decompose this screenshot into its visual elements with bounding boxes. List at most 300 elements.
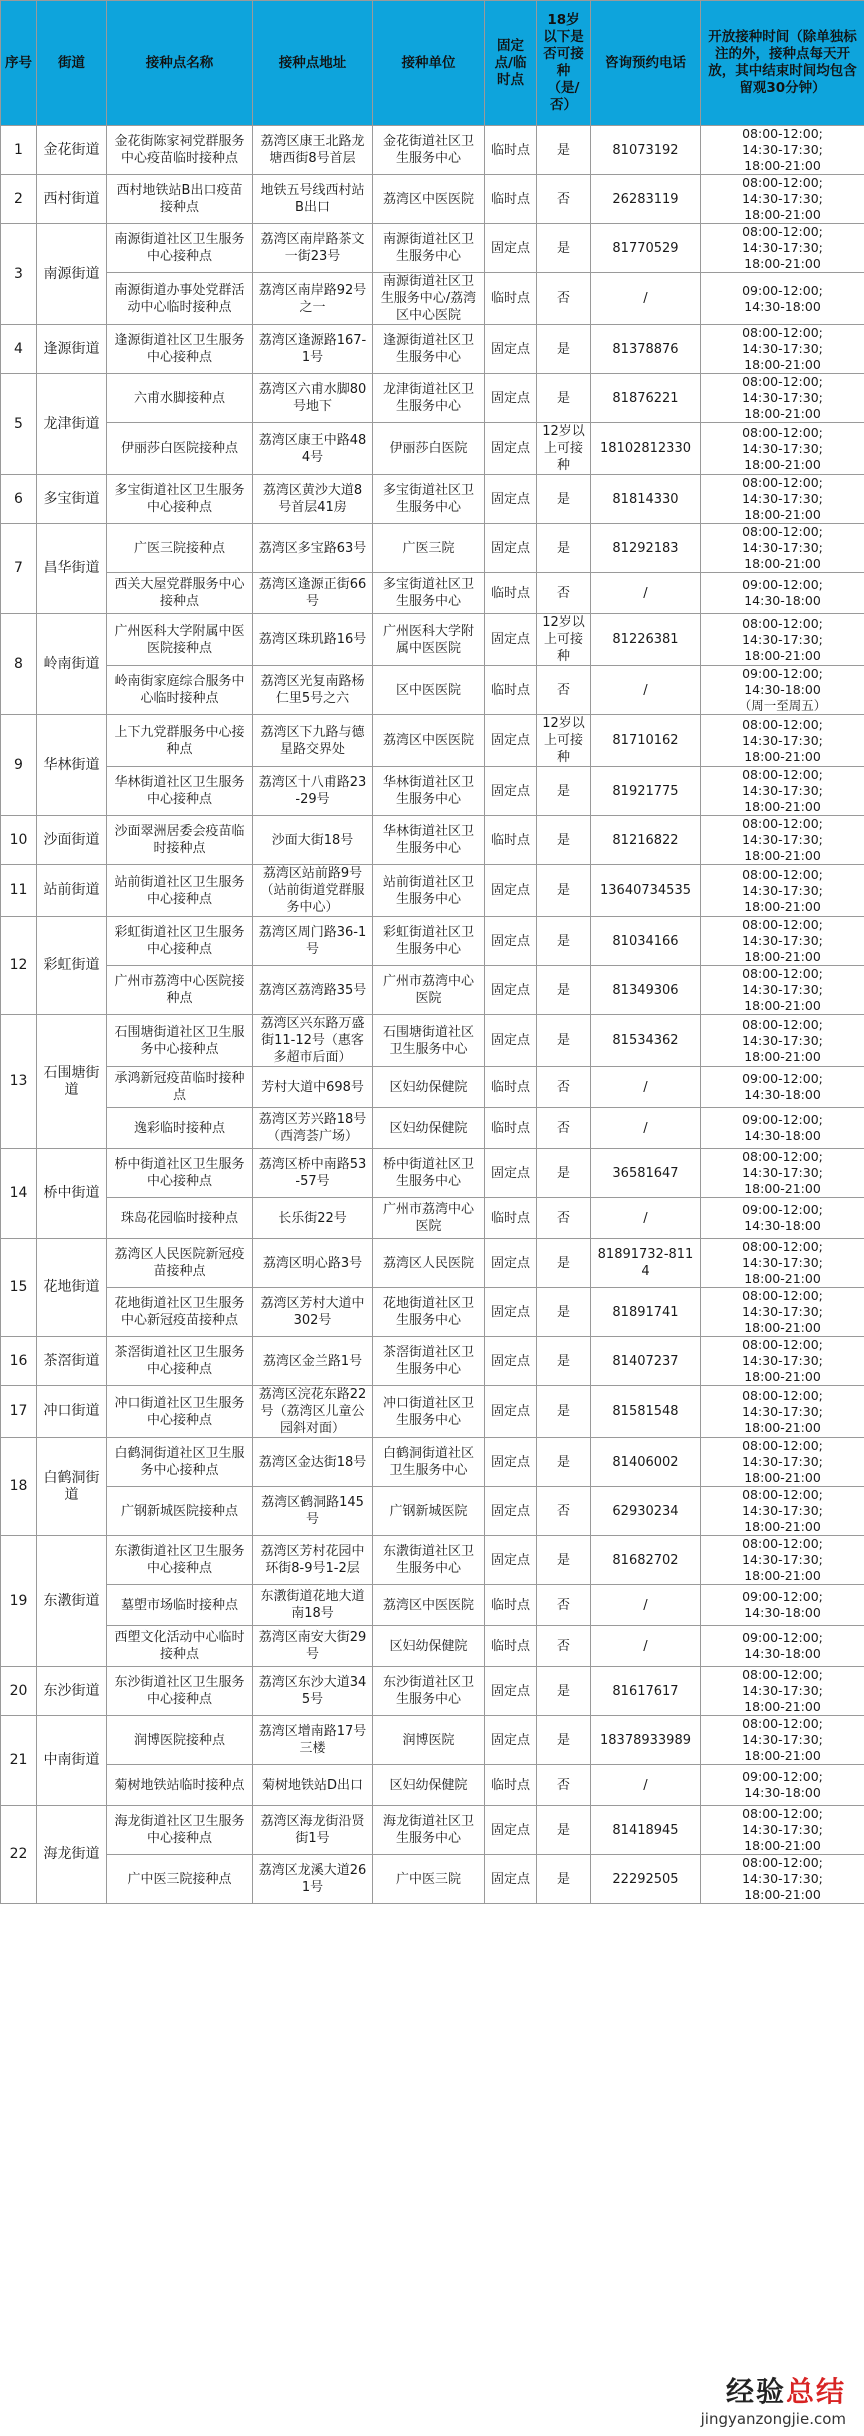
site-type: 临时点 <box>485 1108 537 1149</box>
site-unit: 海龙街道社区卫生服务中心 <box>373 1806 485 1855</box>
under-18-eligible: 是 <box>537 475 591 524</box>
site-name: 沙面翠洲居委会疫苗临时接种点 <box>107 816 253 865</box>
site-type: 临时点 <box>485 126 537 175</box>
site-unit: 伊丽莎白医院 <box>373 423 485 475</box>
row-number: 2 <box>1 175 37 224</box>
under-18-eligible: 是 <box>537 1855 591 1904</box>
street-name: 东沙街道 <box>37 1667 107 1716</box>
opening-hours: 08:00-12:00; 14:30-17:30; 18:00-21:00 <box>701 475 864 524</box>
site-address: 荔湾区芳村花园中环街8-9号1-2层 <box>253 1536 373 1585</box>
row-number: 21 <box>1 1716 37 1806</box>
opening-hours: 08:00-12:00; 14:30-17:30; 18:00-21:00 <box>701 1806 864 1855</box>
opening-hours: 08:00-12:00; 14:30-17:30; 18:00-21:00 <box>701 325 864 374</box>
under-18-eligible: 是 <box>537 1536 591 1585</box>
site-address: 荔湾区明心路3号 <box>253 1239 373 1288</box>
phone-number: 81406002 <box>591 1438 701 1487</box>
table-row <box>1 666 864 715</box>
phone-number: / <box>591 273 701 325</box>
site-type: 固定点 <box>485 1806 537 1855</box>
site-name: 站前街道社区卫生服务中心接种点 <box>107 865 253 917</box>
table-row <box>1 423 864 475</box>
site-address: 荔湾区桥中南路53-57号 <box>253 1149 373 1198</box>
row-number: 22 <box>1 1806 37 1904</box>
site-address: 荔湾区光复南路杨仁里5号之六 <box>253 666 373 715</box>
site-name: 承鸿新冠疫苗临时接种点 <box>107 1067 253 1108</box>
opening-hours: 08:00-12:00; 14:30-17:30; 18:00-21:00 <box>701 1239 864 1288</box>
table-row <box>1 1438 864 1487</box>
phone-number: 81891732-8114 <box>591 1239 701 1288</box>
site-type: 固定点 <box>485 1667 537 1716</box>
under-18-eligible: 是 <box>537 524 591 573</box>
site-type: 临时点 <box>485 1198 537 1239</box>
under-18-eligible: 否 <box>537 573 591 614</box>
street-name: 彩虹街道 <box>37 917 107 1015</box>
site-address: 荔湾区东沙大道345号 <box>253 1667 373 1716</box>
site-name: 茶滘街道社区卫生服务中心接种点 <box>107 1337 253 1386</box>
phone-number: 81073192 <box>591 126 701 175</box>
phone-number: 81292183 <box>591 524 701 573</box>
site-unit: 金花街道社区卫生服务中心 <box>373 126 485 175</box>
under-18-eligible: 否 <box>537 666 591 715</box>
site-address: 荔湾区下九路与德星路交界处 <box>253 715 373 767</box>
site-type: 临时点 <box>485 1585 537 1626</box>
street-name: 海龙街道 <box>37 1806 107 1904</box>
phone-number: 81226381 <box>591 614 701 666</box>
street-name: 沙面街道 <box>37 816 107 865</box>
row-number: 18 <box>1 1438 37 1536</box>
site-type: 临时点 <box>485 1626 537 1667</box>
table-row <box>1 1806 864 1855</box>
site-name: 广州市荔湾中心医院接种点 <box>107 966 253 1015</box>
opening-hours: 08:00-12:00; 14:30-17:30; 18:00-21:00 <box>701 224 864 273</box>
row-number: 16 <box>1 1337 37 1386</box>
opening-hours: 08:00-12:00; 14:30-17:30; 18:00-21:00 <box>701 1487 864 1536</box>
street-name: 昌华街道 <box>37 524 107 614</box>
site-name: 润博医院接种点 <box>107 1716 253 1765</box>
site-unit: 站前街道社区卫生服务中心 <box>373 865 485 917</box>
opening-hours: 08:00-12:00; 14:30-17:30; 18:00-21:00 <box>701 374 864 423</box>
row-number: 8 <box>1 614 37 715</box>
site-type: 临时点 <box>485 666 537 715</box>
row-number: 13 <box>1 1015 37 1149</box>
site-name: 西塱文化活动中心临时接种点 <box>107 1626 253 1667</box>
opening-hours: 08:00-12:00; 14:30-17:30; 18:00-21:00 <box>701 175 864 224</box>
under-18-eligible: 否 <box>537 1487 591 1536</box>
site-unit: 广州市荔湾中心医院 <box>373 966 485 1015</box>
site-unit: 白鹤洞街道社区卫生服务中心 <box>373 1438 485 1487</box>
opening-hours: 08:00-12:00; 14:30-17:30; 18:00-21:00 <box>701 1149 864 1198</box>
table-row <box>1 126 864 175</box>
row-number: 12 <box>1 917 37 1015</box>
site-name: 岭南街家庭综合服务中心临时接种点 <box>107 666 253 715</box>
site-address: 东漖街道花地大道南18号 <box>253 1585 373 1626</box>
under-18-eligible: 12岁以上可接种 <box>537 715 591 767</box>
site-unit: 华林街道社区卫生服务中心 <box>373 816 485 865</box>
header-cell: 接种单位 <box>373 1 485 126</box>
site-unit: 广钢新城医院 <box>373 1487 485 1536</box>
site-name: 西村地铁站B出口疫苗接种点 <box>107 175 253 224</box>
street-name: 多宝街道 <box>37 475 107 524</box>
opening-hours: 09:00-12:00; 14:30-18:00 （周一至周五） <box>701 666 864 715</box>
street-name: 西村街道 <box>37 175 107 224</box>
site-type: 固定点 <box>485 1149 537 1198</box>
under-18-eligible: 是 <box>537 1288 591 1337</box>
site-name: 上下九党群服务中心接种点 <box>107 715 253 767</box>
site-type: 固定点 <box>485 1288 537 1337</box>
phone-number: 18378933989 <box>591 1716 701 1765</box>
table-row <box>1 325 864 374</box>
table-row <box>1 374 864 423</box>
phone-number: 18102812330 <box>591 423 701 475</box>
under-18-eligible: 是 <box>537 126 591 175</box>
site-unit: 区妇幼保健院 <box>373 1765 485 1806</box>
site-type: 临时点 <box>485 1067 537 1108</box>
site-address: 荔湾区黄沙大道8号首层41房 <box>253 475 373 524</box>
header-cell: 接种点地址 <box>253 1 373 126</box>
table-row <box>1 1585 864 1626</box>
under-18-eligible: 是 <box>537 1149 591 1198</box>
opening-hours: 08:00-12:00; 14:30-17:30; 18:00-21:00 <box>701 966 864 1015</box>
site-name: 伊丽莎白医院接种点 <box>107 423 253 475</box>
site-unit: 区妇幼保健院 <box>373 1067 485 1108</box>
opening-hours: 09:00-12:00; 14:30-18:00 <box>701 1067 864 1108</box>
phone-number: 36581647 <box>591 1149 701 1198</box>
phone-number: / <box>591 666 701 715</box>
site-unit: 南源街道社区卫生服务中心/荔湾区中心医院 <box>373 273 485 325</box>
site-name: 白鹤洞街道社区卫生服务中心接种点 <box>107 1438 253 1487</box>
street-name: 石围塘街道 <box>37 1015 107 1149</box>
site-unit: 广州医科大学附属中医医院 <box>373 614 485 666</box>
site-unit: 茶滘街道社区卫生服务中心 <box>373 1337 485 1386</box>
site-type: 临时点 <box>485 1765 537 1806</box>
under-18-eligible: 否 <box>537 1108 591 1149</box>
site-name: 冲口街道社区卫生服务中心接种点 <box>107 1386 253 1438</box>
phone-number: 22292505 <box>591 1855 701 1904</box>
street-name: 站前街道 <box>37 865 107 917</box>
opening-hours: 09:00-12:00; 14:30-18:00 <box>701 273 864 325</box>
phone-number: 81891741 <box>591 1288 701 1337</box>
table-row <box>1 966 864 1015</box>
site-name: 广钢新城医院接种点 <box>107 1487 253 1536</box>
street-name: 中南街道 <box>37 1716 107 1806</box>
under-18-eligible: 是 <box>537 224 591 273</box>
site-address: 芳村大道中698号 <box>253 1067 373 1108</box>
site-name: 花地街道社区卫生服务中心新冠疫苗接种点 <box>107 1288 253 1337</box>
opening-hours: 08:00-12:00; 14:30-17:30; 18:00-21:00 <box>701 917 864 966</box>
site-unit: 广医三院 <box>373 524 485 573</box>
site-name: 逸彩临时接种点 <box>107 1108 253 1149</box>
site-type: 临时点 <box>485 273 537 325</box>
row-number: 6 <box>1 475 37 524</box>
street-name: 茶滘街道 <box>37 1337 107 1386</box>
site-unit: 多宝街道社区卫生服务中心 <box>373 573 485 614</box>
site-name: 荔湾区人民医院新冠疫苗接种点 <box>107 1239 253 1288</box>
under-18-eligible: 否 <box>537 1067 591 1108</box>
opening-hours: 08:00-12:00; 14:30-17:30; 18:00-21:00 <box>701 126 864 175</box>
site-unit: 荔湾区中医医院 <box>373 1585 485 1626</box>
table-row <box>1 715 864 767</box>
site-unit: 区中医医院 <box>373 666 485 715</box>
phone-number: 81710162 <box>591 715 701 767</box>
site-type: 固定点 <box>485 865 537 917</box>
header-cell: 开放接种时间（除单独标注的外，接种点每天开放，其中结束时间均包含留观30分钟） <box>701 1 864 126</box>
opening-hours: 08:00-12:00; 14:30-17:30; 18:00-21:00 <box>701 1386 864 1438</box>
opening-hours: 08:00-12:00; 14:30-17:30; 18:00-21:00 <box>701 1536 864 1585</box>
site-name: 珠岛花园临时接种点 <box>107 1198 253 1239</box>
row-number: 19 <box>1 1536 37 1667</box>
under-18-eligible: 否 <box>537 1626 591 1667</box>
site-type: 固定点 <box>485 715 537 767</box>
site-unit: 南源街道社区卫生服务中心 <box>373 224 485 273</box>
site-type: 固定点 <box>485 423 537 475</box>
row-number: 1 <box>1 126 37 175</box>
opening-hours: 08:00-12:00; 14:30-17:30; 18:00-21:00 <box>701 1288 864 1337</box>
phone-number: 81534362 <box>591 1015 701 1067</box>
site-address: 荔湾区芳村大道中302号 <box>253 1288 373 1337</box>
table-row <box>1 816 864 865</box>
opening-hours: 08:00-12:00; 14:30-17:30; 18:00-21:00 <box>701 1855 864 1904</box>
row-number: 15 <box>1 1239 37 1337</box>
site-type: 固定点 <box>485 1015 537 1067</box>
site-type: 临时点 <box>485 816 537 865</box>
under-18-eligible: 是 <box>537 1716 591 1765</box>
table-row <box>1 1667 864 1716</box>
site-name: 六甫水脚接种点 <box>107 374 253 423</box>
table-row <box>1 1716 864 1765</box>
row-number: 20 <box>1 1667 37 1716</box>
site-name: 逢源街道社区卫生服务中心接种点 <box>107 325 253 374</box>
site-address: 荔湾区周门路36-1号 <box>253 917 373 966</box>
site-name: 东沙街道社区卫生服务中心接种点 <box>107 1667 253 1716</box>
watermark-url: jingyanzongjie.com <box>700 2410 846 2428</box>
opening-hours: 09:00-12:00; 14:30-18:00 <box>701 1765 864 1806</box>
table-row <box>1 1015 864 1067</box>
site-address: 荔湾区康王中路484号 <box>253 423 373 475</box>
phone-number: 81418945 <box>591 1806 701 1855</box>
street-name: 岭南街道 <box>37 614 107 715</box>
row-number: 5 <box>1 374 37 475</box>
site-unit: 东沙街道社区卫生服务中心 <box>373 1667 485 1716</box>
site-address: 沙面大街18号 <box>253 816 373 865</box>
site-type: 固定点 <box>485 1438 537 1487</box>
street-name: 金花街道 <box>37 126 107 175</box>
site-type: 固定点 <box>485 374 537 423</box>
site-name: 菊树地铁站临时接种点 <box>107 1765 253 1806</box>
phone-number: 81814330 <box>591 475 701 524</box>
site-name: 华林街道社区卫生服务中心接种点 <box>107 767 253 816</box>
site-name: 广医三院接种点 <box>107 524 253 573</box>
under-18-eligible: 是 <box>537 917 591 966</box>
row-number: 9 <box>1 715 37 816</box>
under-18-eligible: 否 <box>537 1585 591 1626</box>
under-18-eligible: 是 <box>537 325 591 374</box>
opening-hours: 08:00-12:00; 14:30-17:30; 18:00-21:00 <box>701 423 864 475</box>
under-18-eligible: 是 <box>537 767 591 816</box>
table-row <box>1 865 864 917</box>
site-unit: 荔湾区中医医院 <box>373 175 485 224</box>
under-18-eligible: 否 <box>537 175 591 224</box>
site-type: 固定点 <box>485 1386 537 1438</box>
site-address: 荔湾区金达街18号 <box>253 1438 373 1487</box>
phone-number: 81921775 <box>591 767 701 816</box>
site-address: 荔湾区珠玑路16号 <box>253 614 373 666</box>
site-name: 墓塱市场临时接种点 <box>107 1585 253 1626</box>
phone-number: 81770529 <box>591 224 701 273</box>
table-row <box>1 273 864 325</box>
site-address: 荔湾区鹤洞路145号 <box>253 1487 373 1536</box>
site-unit: 区妇幼保健院 <box>373 1108 485 1149</box>
site-unit: 花地街道社区卫生服务中心 <box>373 1288 485 1337</box>
site-type: 固定点 <box>485 325 537 374</box>
table-row <box>1 524 864 573</box>
table-row <box>1 475 864 524</box>
site-address: 荔湾区增南路17号三楼 <box>253 1716 373 1765</box>
row-number: 10 <box>1 816 37 865</box>
street-name: 桥中街道 <box>37 1149 107 1239</box>
phone-number: 13640734535 <box>591 865 701 917</box>
site-unit: 彩虹街道社区卫生服务中心 <box>373 917 485 966</box>
phone-number: / <box>591 1198 701 1239</box>
site-address: 荔湾区六甫水脚80号地下 <box>253 374 373 423</box>
under-18-eligible: 是 <box>537 1239 591 1288</box>
site-type: 固定点 <box>485 524 537 573</box>
table-row <box>1 767 864 816</box>
phone-number: / <box>591 1585 701 1626</box>
header-cell: 咨询预约电话 <box>591 1 701 126</box>
opening-hours: 08:00-12:00; 14:30-17:30; 18:00-21:00 <box>701 614 864 666</box>
site-address: 荔湾区金兰路1号 <box>253 1337 373 1386</box>
site-address: 长乐街22号 <box>253 1198 373 1239</box>
site-name: 南源街道社区卫生服务中心接种点 <box>107 224 253 273</box>
phone-number: / <box>591 1108 701 1149</box>
site-unit: 桥中街道社区卫生服务中心 <box>373 1149 485 1198</box>
table-row <box>1 1765 864 1806</box>
site-unit: 冲口街道社区卫生服务中心 <box>373 1386 485 1438</box>
table-header-row <box>1 1 864 126</box>
site-address: 菊树地铁站D出口 <box>253 1765 373 1806</box>
phone-number: 81349306 <box>591 966 701 1015</box>
phone-number: / <box>591 1626 701 1667</box>
site-name: 广州医科大学附属中医医院接种点 <box>107 614 253 666</box>
site-address: 荔湾区南岸路茶文一街23号 <box>253 224 373 273</box>
site-name: 金花街陈家祠党群服务中心疫苗临时接种点 <box>107 126 253 175</box>
table-row <box>1 1198 864 1239</box>
site-name: 海龙街道社区卫生服务中心接种点 <box>107 1806 253 1855</box>
row-number: 3 <box>1 224 37 325</box>
phone-number: 26283119 <box>591 175 701 224</box>
phone-number: 81617617 <box>591 1667 701 1716</box>
under-18-eligible: 12岁以上可接种 <box>537 423 591 475</box>
watermark-cn-left: 经验 <box>725 2375 786 2408</box>
site-name: 南源街道办事处党群活动中心临时接种点 <box>107 273 253 325</box>
watermark <box>701 2370 846 2428</box>
opening-hours: 09:00-12:00; 14:30-18:00 <box>701 1626 864 1667</box>
table-row <box>1 614 864 666</box>
table-row <box>1 1337 864 1386</box>
site-address: 荔湾区荔湾路35号 <box>253 966 373 1015</box>
header-cell: 街道 <box>37 1 107 126</box>
opening-hours: 08:00-12:00; 14:30-17:30; 18:00-21:00 <box>701 1716 864 1765</box>
watermark-cn-right: 总结 <box>785 2375 846 2408</box>
site-type: 临时点 <box>485 573 537 614</box>
opening-hours: 08:00-12:00; 14:30-17:30; 18:00-21:00 <box>701 1438 864 1487</box>
table-row <box>1 1108 864 1149</box>
site-type: 固定点 <box>485 1855 537 1904</box>
table-row <box>1 1067 864 1108</box>
site-address: 荔湾区南安大街29号 <box>253 1626 373 1667</box>
site-type: 固定点 <box>485 224 537 273</box>
opening-hours: 08:00-12:00; 14:30-17:30; 18:00-21:00 <box>701 715 864 767</box>
street-name: 逢源街道 <box>37 325 107 374</box>
under-18-eligible: 否 <box>537 273 591 325</box>
row-number: 17 <box>1 1386 37 1438</box>
row-number: 7 <box>1 524 37 614</box>
phone-number: / <box>591 1067 701 1108</box>
table-row <box>1 1855 864 1904</box>
phone-number: 81581548 <box>591 1386 701 1438</box>
table-row <box>1 573 864 614</box>
opening-hours: 09:00-12:00; 14:30-18:00 <box>701 1108 864 1149</box>
street-name: 东漖街道 <box>37 1536 107 1667</box>
site-address: 荔湾区康王北路龙塘西街8号首层 <box>253 126 373 175</box>
site-type: 固定点 <box>485 1716 537 1765</box>
site-address: 荔湾区十八甫路23-29号 <box>253 767 373 816</box>
table-row <box>1 1536 864 1585</box>
street-name: 华林街道 <box>37 715 107 816</box>
site-name: 西关大屋党群服务中心接种点 <box>107 573 253 614</box>
site-address: 荔湾区浣花东路22号（荔湾区儿童公园斜对面） <box>253 1386 373 1438</box>
under-18-eligible: 是 <box>537 1806 591 1855</box>
site-type: 固定点 <box>485 1239 537 1288</box>
site-type: 固定点 <box>485 614 537 666</box>
under-18-eligible: 否 <box>537 1765 591 1806</box>
phone-number: 81407237 <box>591 1337 701 1386</box>
table-row <box>1 917 864 966</box>
under-18-eligible: 是 <box>537 374 591 423</box>
site-address: 荔湾区龙溪大道261号 <box>253 1855 373 1904</box>
site-address: 荔湾区站前路9号（站前街道党群服务中心） <box>253 865 373 917</box>
site-unit: 逢源街道社区卫生服务中心 <box>373 325 485 374</box>
opening-hours: 09:00-12:00; 14:30-18:00 <box>701 573 864 614</box>
under-18-eligible: 12岁以上可接种 <box>537 614 591 666</box>
under-18-eligible: 是 <box>537 1337 591 1386</box>
street-name: 冲口街道 <box>37 1386 107 1438</box>
opening-hours: 08:00-12:00; 14:30-17:30; 18:00-21:00 <box>701 524 864 573</box>
phone-number: 81378876 <box>591 325 701 374</box>
table-row <box>1 1288 864 1337</box>
site-unit: 龙津街道社区卫生服务中心 <box>373 374 485 423</box>
opening-hours: 08:00-12:00; 14:30-17:30; 18:00-21:00 <box>701 816 864 865</box>
site-type: 临时点 <box>485 175 537 224</box>
phone-number: 81216822 <box>591 816 701 865</box>
street-name: 花地街道 <box>37 1239 107 1337</box>
row-number: 14 <box>1 1149 37 1239</box>
site-address: 荔湾区海龙街沿贤街1号 <box>253 1806 373 1855</box>
site-unit: 广州市荔湾中心医院 <box>373 1198 485 1239</box>
opening-hours: 08:00-12:00; 14:30-17:30; 18:00-21:00 <box>701 865 864 917</box>
opening-hours: 09:00-12:00; 14:30-18:00 <box>701 1198 864 1239</box>
site-address: 荔湾区芳兴路18号（西湾荟广场） <box>253 1108 373 1149</box>
site-name: 广中医三院接种点 <box>107 1855 253 1904</box>
table-row <box>1 224 864 273</box>
site-address: 荔湾区南岸路92号之一 <box>253 273 373 325</box>
site-unit: 广中医三院 <box>373 1855 485 1904</box>
site-type: 固定点 <box>485 1487 537 1536</box>
under-18-eligible: 是 <box>537 816 591 865</box>
header-cell: 固定点/临时点 <box>485 1 537 126</box>
watermark-logo <box>701 2370 846 2410</box>
table-row <box>1 1626 864 1667</box>
